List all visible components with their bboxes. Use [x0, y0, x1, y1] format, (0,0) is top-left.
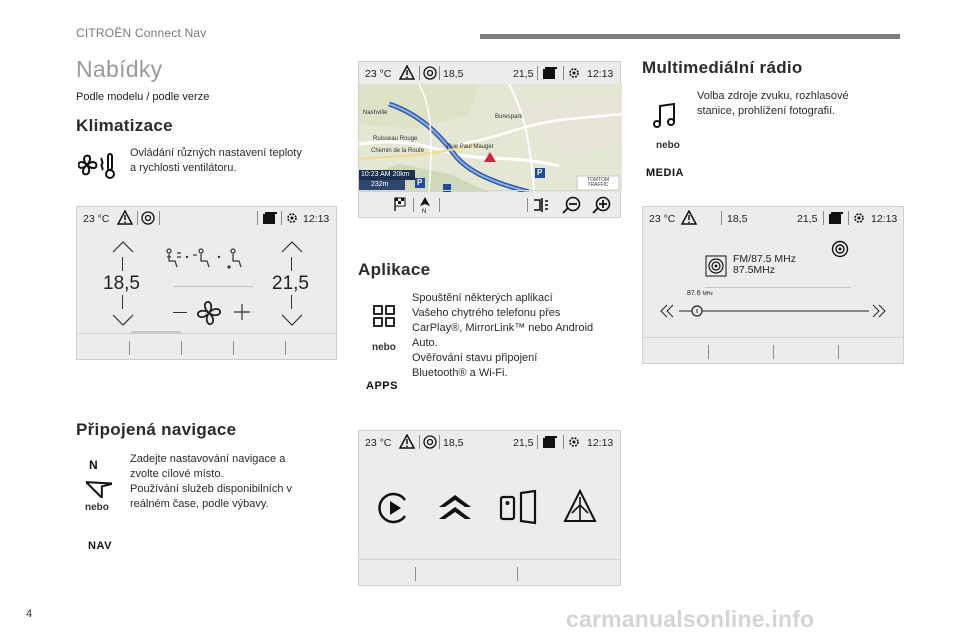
left-temp-value: 18,5 [103, 273, 140, 294]
apps-keyword: APPS [366, 380, 398, 392]
status-time: 12:13 [587, 437, 614, 449]
mirrorlink-icon[interactable] [499, 489, 539, 525]
android-auto-icon[interactable] [437, 493, 473, 523]
parking-marker: P [417, 178, 423, 187]
airflow-mode-icons[interactable] [165, 247, 255, 269]
tomtom-traffic-logo: TOMTOM TRAFFIC [586, 177, 610, 188]
messages-icon [543, 436, 557, 448]
aplikace-nebo: nebo [372, 342, 396, 353]
svg-text:N: N [422, 209, 427, 214]
radio-title: Multimediální rádio [642, 58, 803, 77]
warning-icon [681, 210, 697, 225]
carplay-icon[interactable] [377, 491, 411, 525]
map-eta: 10:23 AM 20km [361, 171, 410, 178]
bottom-bar [77, 333, 336, 359]
status-left-value: 18,5 [443, 437, 464, 449]
messages-icon [829, 212, 843, 224]
music-note-icon [652, 102, 678, 130]
settings-icon [567, 435, 581, 449]
status-bar [643, 207, 903, 229]
klimatizace-title: Klimatizace [76, 116, 173, 135]
parking-marker: P [537, 168, 543, 177]
status-bar [359, 62, 620, 84]
map-label: Burespark [495, 114, 523, 120]
freq-marker-label: 87.6 MHz [687, 290, 713, 297]
settings-icon [285, 211, 299, 225]
left-temp-up-icon[interactable] [111, 240, 135, 254]
status-temp: 23 °C [365, 437, 392, 449]
messages-icon [543, 67, 557, 79]
map-distance: 232m [371, 181, 389, 188]
fan-minus-icon[interactable] [173, 312, 187, 313]
status-left-value: 18,5 [727, 213, 748, 225]
fan-icon [195, 299, 223, 327]
header-bar [480, 34, 900, 39]
map-label: Chemin de la Route [371, 148, 425, 154]
navigation-icon: N [86, 458, 112, 498]
navigace-title: Připojená navigace [76, 420, 237, 439]
aplikace-desc: Spouštění některých aplikací Vašeho chytrého telefonu přes CarPlay®, MirrorLink™ nebo Android Auto. Ověřování stavu připojení Bluetooth® a Wi-Fi. [412, 292, 594, 379]
destination-flag-icon[interactable] [393, 197, 407, 211]
map-label: Rue Paul Mauger [447, 144, 494, 150]
page-heading: Nabídky [76, 56, 163, 82]
radio-nebo: nebo [656, 140, 680, 151]
right-temp-up-icon[interactable] [280, 240, 304, 254]
station-info [733, 254, 796, 276]
location-icon [423, 435, 437, 449]
station-frequency: 87.5MHz [733, 264, 776, 276]
nav-keyword: NAV [88, 540, 112, 552]
status-time: 12:13 [303, 213, 330, 225]
navigace-desc: Zadejte nastavování navigace a zvolte cílové místo. Používání služeb disponibilních v reálném čase, podle výbavy. [130, 453, 293, 510]
settings-icon [567, 66, 581, 80]
station-signal-icon [705, 255, 727, 277]
radio-source-icon[interactable] [831, 240, 849, 258]
left-temp-down-icon[interactable] [111, 313, 135, 327]
page-number: 4 [26, 608, 33, 620]
status-time: 12:13 [871, 213, 898, 225]
watermark: carmanualsonline.info [566, 606, 815, 632]
location-icon [141, 211, 155, 225]
map-view[interactable] [359, 84, 622, 192]
radio-desc: Volba zdroje zvuku, rozhlasové stanice, prohlížení fotografií. [697, 90, 849, 117]
status-temp: 23 °C [365, 68, 392, 80]
right-temp-down-icon[interactable] [280, 313, 304, 327]
media-keyword: MEDIA [646, 167, 684, 179]
status-temp: 23 °C [83, 213, 110, 225]
bottom-bar [643, 337, 903, 363]
apps-screen [358, 430, 621, 586]
map-label: Nashville [363, 110, 388, 116]
status-time: 12:13 [587, 68, 614, 80]
status-bar [359, 431, 620, 453]
status-right-value: 21,5 [513, 437, 534, 449]
climate-screen [76, 206, 337, 360]
connectivity-icon[interactable] [563, 489, 597, 525]
apps-grid-icon [373, 305, 395, 327]
frequency-slider[interactable] [659, 303, 887, 319]
zoom-out-icon[interactable] [562, 196, 582, 214]
status-bar [77, 207, 336, 229]
radio-screen [642, 206, 904, 364]
navigace-nebo: nebo [85, 502, 109, 513]
map-toolbar [359, 190, 620, 217]
page-subtitle: Podle modelu / podle verze [76, 91, 210, 103]
location-icon [423, 66, 437, 80]
climate-icon [78, 150, 118, 180]
status-right-value: 21,5 [797, 213, 818, 225]
warning-icon [399, 434, 415, 449]
settings-icon [852, 211, 866, 225]
warning-icon [399, 65, 415, 80]
bottom-bar [359, 559, 620, 585]
zoom-in-icon[interactable] [592, 196, 612, 214]
north-compass-icon[interactable] [419, 196, 431, 214]
warning-icon [117, 210, 133, 225]
map-screen [358, 61, 621, 218]
route-options-icon[interactable] [532, 196, 550, 214]
header-title: CITROËN Connect Nav [76, 26, 207, 40]
status-temp: 23 °C [649, 213, 676, 225]
right-temp-value: 21,5 [272, 273, 309, 294]
aplikace-title: Aplikace [358, 260, 431, 279]
status-left-value: 18,5 [443, 68, 464, 80]
station-name: FM/87.5 MHz [733, 253, 797, 265]
status-right-value: 21,5 [513, 68, 534, 80]
map-label: Ruisseau Rouge [373, 136, 418, 142]
fan-plus-icon[interactable] [233, 303, 251, 321]
klimatizace-desc: Ovládání různých nastavení teploty a rychlosti ventilátoru. [130, 147, 302, 174]
messages-icon [263, 212, 277, 224]
